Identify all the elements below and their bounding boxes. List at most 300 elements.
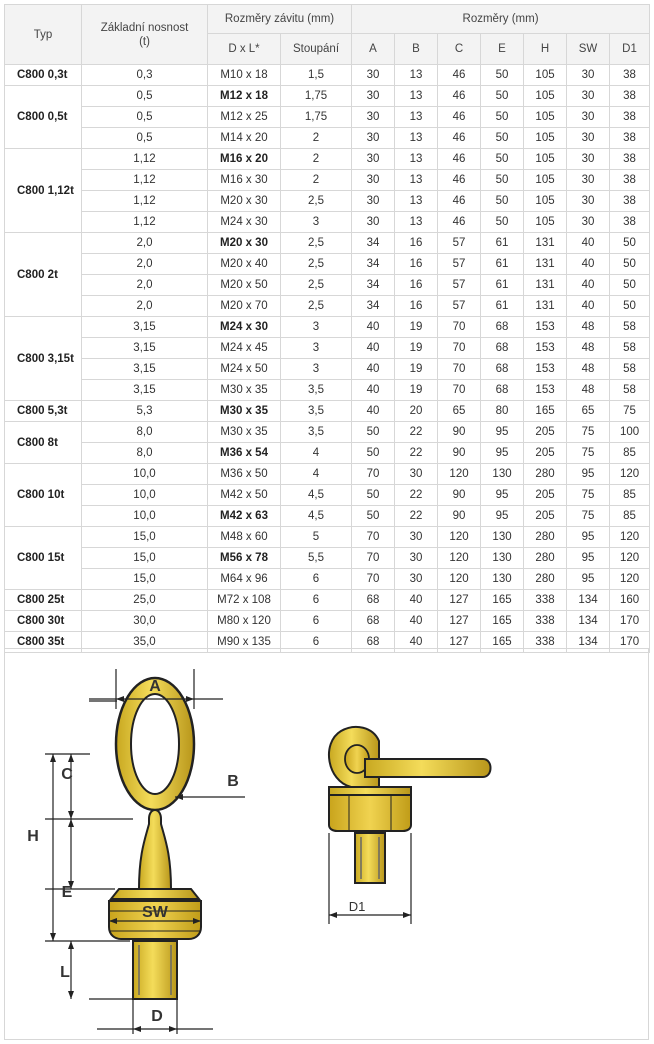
cell-dxl: M16 x 20 (208, 149, 281, 170)
cell-h: 105 (524, 65, 567, 86)
cell-stoupani: 5,5 (281, 548, 352, 569)
cell-d1: 120 (610, 548, 650, 569)
cell-d1: 75 (610, 401, 650, 422)
cell-nosnost: 15,0 (82, 527, 208, 548)
cell-e: 50 (481, 191, 524, 212)
cell-h: 338 (524, 632, 567, 653)
cell-stoupani: 4 (281, 443, 352, 464)
cell-c: 46 (438, 191, 481, 212)
cell-d1: 50 (610, 275, 650, 296)
table-row (5, 212, 650, 233)
cell-dxl: M42 x 63 (208, 506, 281, 527)
cell-a: 40 (352, 359, 395, 380)
cell-h: 105 (524, 212, 567, 233)
cell-nosnost: 1,12 (82, 149, 208, 170)
cell-e: 95 (481, 485, 524, 506)
cell-stoupani: 2,5 (281, 233, 352, 254)
header-col-h: H (524, 34, 567, 65)
cell-typ: C800 35t (5, 632, 82, 653)
front-view (27, 669, 245, 1034)
cell-nosnost: 1,12 (82, 212, 208, 233)
header-col-d1: D1 (610, 34, 650, 65)
cell-sw: 30 (567, 107, 610, 128)
cell-dxl: M36 x 54 (208, 443, 281, 464)
cell-a: 30 (352, 212, 395, 233)
table-row (5, 527, 650, 548)
cell-a: 68 (352, 632, 395, 653)
cell-c: 46 (438, 128, 481, 149)
cell-b: 16 (395, 254, 438, 275)
table-row (5, 590, 650, 611)
cell-stoupani: 3 (281, 317, 352, 338)
cell-e: 50 (481, 128, 524, 149)
cell-b: 20 (395, 401, 438, 422)
cell-e: 95 (481, 422, 524, 443)
cell-a: 30 (352, 191, 395, 212)
cell-b: 40 (395, 632, 438, 653)
cell-stoupani: 4 (281, 464, 352, 485)
cell-b: 22 (395, 422, 438, 443)
table-row (5, 485, 650, 506)
cell-dxl: M90 x 135 (208, 632, 281, 653)
cell-dxl: M16 x 30 (208, 170, 281, 191)
cell-stoupani: 2 (281, 170, 352, 191)
cell-stoupani: 2,5 (281, 296, 352, 317)
cell-stoupani: 6 (281, 590, 352, 611)
table-row (5, 569, 650, 590)
cell-e: 68 (481, 380, 524, 401)
cell-nosnost: 8,0 (82, 422, 208, 443)
cell-d1: 50 (610, 254, 650, 275)
cell-h: 153 (524, 338, 567, 359)
cell-stoupani: 1,75 (281, 86, 352, 107)
label-h: H (27, 828, 39, 845)
cell-dxl: M12 x 25 (208, 107, 281, 128)
cell-nosnost: 0,5 (82, 107, 208, 128)
cell-c: 46 (438, 149, 481, 170)
cell-dxl: M20 x 30 (208, 191, 281, 212)
cell-c: 46 (438, 170, 481, 191)
cell-e: 130 (481, 548, 524, 569)
cell-a: 70 (352, 464, 395, 485)
cell-e: 61 (481, 233, 524, 254)
cell-e: 130 (481, 569, 524, 590)
cell-nosnost: 0,3 (82, 65, 208, 86)
table-row (5, 401, 650, 422)
cell-nosnost: 5,3 (82, 401, 208, 422)
cell-a: 30 (352, 65, 395, 86)
cell-sw: 75 (567, 506, 610, 527)
cell-h: 338 (524, 611, 567, 632)
cell-c: 90 (438, 485, 481, 506)
cell-a: 34 (352, 296, 395, 317)
cell-d1: 38 (610, 212, 650, 233)
cell-stoupani: 2,5 (281, 275, 352, 296)
cell-c: 46 (438, 86, 481, 107)
cell-dxl: M14 x 20 (208, 128, 281, 149)
cell-c: 46 (438, 107, 481, 128)
cell-dxl: M12 x 18 (208, 86, 281, 107)
cell-d1: 38 (610, 65, 650, 86)
cell-h: 280 (524, 569, 567, 590)
cell-h: 131 (524, 233, 567, 254)
cell-h: 205 (524, 443, 567, 464)
label-l: L (60, 964, 70, 981)
cell-b: 16 (395, 275, 438, 296)
cell-stoupani: 3 (281, 359, 352, 380)
cell-dxl: M20 x 50 (208, 275, 281, 296)
cell-d1: 58 (610, 380, 650, 401)
cell-sw: 95 (567, 548, 610, 569)
cell-c: 120 (438, 464, 481, 485)
cell-b: 13 (395, 212, 438, 233)
cell-dxl: M20 x 40 (208, 254, 281, 275)
cell-b: 30 (395, 464, 438, 485)
cell-h: 153 (524, 359, 567, 380)
cell-sw: 65 (567, 401, 610, 422)
cell-e: 130 (481, 464, 524, 485)
cell-a: 50 (352, 443, 395, 464)
dimensions-table (4, 4, 650, 653)
eyebolt-drawing-svg (5, 649, 648, 1039)
cell-b: 13 (395, 65, 438, 86)
label-d1: D1 (348, 899, 366, 914)
table-row (5, 86, 650, 107)
cell-h: 205 (524, 485, 567, 506)
cell-nosnost: 35,0 (82, 632, 208, 653)
table-row (5, 170, 650, 191)
cell-stoupani: 6 (281, 611, 352, 632)
cell-sw: 40 (567, 254, 610, 275)
cell-d1: 38 (610, 128, 650, 149)
cell-h: 280 (524, 548, 567, 569)
cell-b: 13 (395, 149, 438, 170)
cell-sw: 95 (567, 527, 610, 548)
cell-sw: 95 (567, 569, 610, 590)
cell-nosnost: 2,0 (82, 254, 208, 275)
cell-stoupani: 4,5 (281, 485, 352, 506)
cell-sw: 30 (567, 128, 610, 149)
cell-e: 68 (481, 317, 524, 338)
cell-e: 50 (481, 170, 524, 191)
table-row (5, 464, 650, 485)
table-row (5, 65, 650, 86)
cell-stoupani: 1,75 (281, 107, 352, 128)
cell-sw: 75 (567, 485, 610, 506)
cell-e: 95 (481, 506, 524, 527)
cell-a: 34 (352, 233, 395, 254)
cell-nosnost: 30,0 (82, 611, 208, 632)
cell-a: 68 (352, 590, 395, 611)
cell-e: 80 (481, 401, 524, 422)
cell-e: 50 (481, 107, 524, 128)
cell-c: 57 (438, 233, 481, 254)
header-nosnost (82, 5, 208, 65)
cell-h: 105 (524, 86, 567, 107)
cell-d1: 120 (610, 464, 650, 485)
table-row (5, 443, 650, 464)
cell-h: 105 (524, 170, 567, 191)
cell-h: 205 (524, 422, 567, 443)
cell-nosnost: 2,0 (82, 275, 208, 296)
cell-a: 50 (352, 485, 395, 506)
cell-typ: C800 15t (5, 527, 82, 590)
cell-c: 70 (438, 380, 481, 401)
cell-typ: C800 2t (5, 233, 82, 317)
cell-a: 40 (352, 401, 395, 422)
cell-a: 40 (352, 380, 395, 401)
cell-c: 70 (438, 338, 481, 359)
cell-c: 90 (438, 422, 481, 443)
cell-stoupani: 3,5 (281, 422, 352, 443)
cell-nosnost: 1,12 (82, 191, 208, 212)
cell-b: 19 (395, 359, 438, 380)
cell-d1: 50 (610, 233, 650, 254)
cell-stoupani: 1,5 (281, 65, 352, 86)
cell-stoupani: 3 (281, 338, 352, 359)
cell-sw: 75 (567, 443, 610, 464)
table-row (5, 338, 650, 359)
cell-d1: 160 (610, 590, 650, 611)
cell-a: 70 (352, 548, 395, 569)
cell-a: 50 (352, 506, 395, 527)
cell-nosnost: 15,0 (82, 569, 208, 590)
cell-sw: 40 (567, 275, 610, 296)
cell-h: 153 (524, 317, 567, 338)
cell-dxl: M36 x 50 (208, 464, 281, 485)
cell-b: 22 (395, 506, 438, 527)
cell-stoupani: 6 (281, 632, 352, 653)
cell-e: 61 (481, 296, 524, 317)
label-a: A (149, 678, 161, 695)
cell-b: 13 (395, 86, 438, 107)
cell-sw: 134 (567, 590, 610, 611)
cell-stoupani: 4,5 (281, 506, 352, 527)
cell-sw: 134 (567, 632, 610, 653)
cell-d1: 38 (610, 191, 650, 212)
cell-stoupani: 2,5 (281, 191, 352, 212)
cell-h: 338 (524, 590, 567, 611)
cell-e: 61 (481, 254, 524, 275)
cell-b: 30 (395, 548, 438, 569)
table-row (5, 506, 650, 527)
cell-nosnost: 10,0 (82, 506, 208, 527)
cell-e: 165 (481, 611, 524, 632)
cell-sw: 30 (567, 65, 610, 86)
cell-a: 30 (352, 170, 395, 191)
header-zavit: Rozměry závitu (mm) (208, 5, 352, 34)
cell-sw: 134 (567, 611, 610, 632)
cell-sw: 30 (567, 149, 610, 170)
cell-nosnost: 10,0 (82, 464, 208, 485)
cell-d1: 170 (610, 611, 650, 632)
cell-c: 120 (438, 548, 481, 569)
cell-d1: 85 (610, 443, 650, 464)
cell-nosnost: 0,5 (82, 128, 208, 149)
cell-dxl: M30 x 35 (208, 380, 281, 401)
label-e: E (61, 884, 73, 901)
cell-c: 57 (438, 254, 481, 275)
cell-d1: 38 (610, 170, 650, 191)
label-sw: SW (142, 904, 168, 921)
table-row (5, 296, 650, 317)
cell-b: 16 (395, 233, 438, 254)
cell-dxl: M24 x 30 (208, 212, 281, 233)
cell-typ: C800 5,3t (5, 401, 82, 422)
cell-dxl: M24 x 50 (208, 359, 281, 380)
cell-b: 30 (395, 527, 438, 548)
table-row (5, 149, 650, 170)
cell-h: 131 (524, 296, 567, 317)
cell-b: 16 (395, 296, 438, 317)
cell-d1: 38 (610, 149, 650, 170)
cell-nosnost: 0,5 (82, 86, 208, 107)
label-b: B (227, 773, 239, 790)
header-col-b: B (395, 34, 438, 65)
cell-d1: 50 (610, 296, 650, 317)
table-row (5, 254, 650, 275)
cell-a: 34 (352, 275, 395, 296)
cell-h: 131 (524, 254, 567, 275)
cell-c: 57 (438, 296, 481, 317)
cell-nosnost: 8,0 (82, 443, 208, 464)
cell-e: 165 (481, 590, 524, 611)
cell-dxl: M80 x 120 (208, 611, 281, 632)
cell-dxl: M20 x 70 (208, 296, 281, 317)
cell-b: 30 (395, 569, 438, 590)
cell-c: 46 (438, 212, 481, 233)
cell-nosnost: 3,15 (82, 317, 208, 338)
side-view (329, 727, 491, 924)
cell-sw: 30 (567, 212, 610, 233)
cell-d1: 120 (610, 569, 650, 590)
cell-sw: 30 (567, 86, 610, 107)
cell-a: 70 (352, 527, 395, 548)
cell-a: 34 (352, 254, 395, 275)
table-row (5, 275, 650, 296)
table-body (5, 65, 650, 653)
cell-dxl: M24 x 45 (208, 338, 281, 359)
cell-dxl: M56 x 78 (208, 548, 281, 569)
cell-stoupani: 5 (281, 527, 352, 548)
cell-e: 68 (481, 338, 524, 359)
cell-nosnost: 1,12 (82, 170, 208, 191)
cell-b: 13 (395, 191, 438, 212)
cell-e: 50 (481, 212, 524, 233)
cell-c: 120 (438, 569, 481, 590)
cell-typ: C800 0,3t (5, 65, 82, 86)
cell-h: 165 (524, 401, 567, 422)
cell-stoupani: 3,5 (281, 401, 352, 422)
cell-d1: 85 (610, 485, 650, 506)
cell-a: 40 (352, 317, 395, 338)
cell-b: 19 (395, 338, 438, 359)
cell-a: 70 (352, 569, 395, 590)
cell-typ: C800 10t (5, 464, 82, 527)
cell-d1: 38 (610, 86, 650, 107)
cell-nosnost: 3,15 (82, 380, 208, 401)
table-row (5, 611, 650, 632)
cell-e: 165 (481, 632, 524, 653)
cell-sw: 75 (567, 422, 610, 443)
cell-b: 40 (395, 590, 438, 611)
cell-b: 13 (395, 170, 438, 191)
cell-e: 50 (481, 65, 524, 86)
header-nosnost-label: Základní nosnost (100, 21, 189, 34)
cell-b: 22 (395, 443, 438, 464)
cell-e: 95 (481, 443, 524, 464)
cell-h: 153 (524, 380, 567, 401)
header-stoupani: Stoupání (281, 34, 352, 65)
cell-e: 130 (481, 527, 524, 548)
cell-d1: 58 (610, 317, 650, 338)
cell-d1: 58 (610, 338, 650, 359)
cell-nosnost: 15,0 (82, 548, 208, 569)
technical-drawing (4, 648, 649, 1040)
cell-c: 90 (438, 443, 481, 464)
cell-e: 61 (481, 275, 524, 296)
cell-c: 65 (438, 401, 481, 422)
cell-e: 68 (481, 359, 524, 380)
cell-b: 19 (395, 380, 438, 401)
cell-sw: 48 (567, 317, 610, 338)
header-dxl: D x L* (208, 34, 281, 65)
table-row (5, 191, 650, 212)
cell-c: 57 (438, 275, 481, 296)
cell-typ: C800 25t (5, 590, 82, 611)
cell-a: 30 (352, 149, 395, 170)
cell-stoupani: 6 (281, 569, 352, 590)
cell-dxl: M48 x 60 (208, 527, 281, 548)
cell-c: 70 (438, 317, 481, 338)
cell-b: 13 (395, 107, 438, 128)
cell-c: 127 (438, 611, 481, 632)
cell-nosnost: 2,0 (82, 233, 208, 254)
cell-h: 280 (524, 527, 567, 548)
cell-c: 90 (438, 506, 481, 527)
cell-h: 105 (524, 107, 567, 128)
cell-a: 50 (352, 422, 395, 443)
cell-e: 50 (481, 149, 524, 170)
cell-typ: C800 3,15t (5, 317, 82, 401)
cell-nosnost: 3,15 (82, 359, 208, 380)
cell-nosnost: 25,0 (82, 590, 208, 611)
cell-dxl: M72 x 108 (208, 590, 281, 611)
cell-e: 50 (481, 86, 524, 107)
cell-c: 70 (438, 359, 481, 380)
cell-h: 105 (524, 191, 567, 212)
header-col-a: A (352, 34, 395, 65)
table-row (5, 128, 650, 149)
cell-sw: 48 (567, 338, 610, 359)
cell-h: 105 (524, 149, 567, 170)
label-d: D (151, 1008, 163, 1025)
cell-sw: 40 (567, 296, 610, 317)
cell-h: 131 (524, 275, 567, 296)
cell-d1: 85 (610, 506, 650, 527)
table-row (5, 107, 650, 128)
cell-dxl: M42 x 50 (208, 485, 281, 506)
cell-sw: 95 (567, 464, 610, 485)
cell-d1: 38 (610, 107, 650, 128)
header-typ: Typ (5, 5, 82, 65)
cell-b: 19 (395, 317, 438, 338)
cell-stoupani: 2 (281, 149, 352, 170)
cell-h: 280 (524, 464, 567, 485)
table-row (5, 317, 650, 338)
cell-a: 30 (352, 107, 395, 128)
cell-a: 68 (352, 611, 395, 632)
